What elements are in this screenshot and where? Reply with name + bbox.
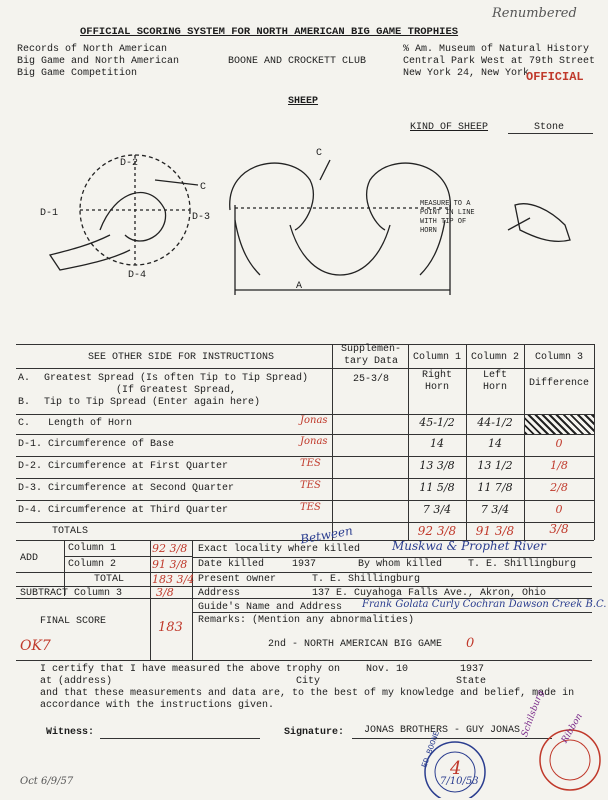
signature-label: Signature: (284, 727, 345, 738)
row-col2-value: 14 (488, 437, 502, 450)
calc-total-label: TOTAL (94, 574, 125, 585)
col1-subheader: Right Horn (421, 370, 452, 393)
guide-value: Frank Golata Curly Cochran Dawson Creek B.C. (362, 599, 607, 610)
row-a-label: Greatest Spread (Is often Tip to Tip Spread) (44, 373, 309, 384)
final-score-label: FINAL SCORE (40, 616, 107, 627)
diagram-label-c2: C (316, 148, 323, 159)
stamp-text: ED BOONE (420, 729, 442, 770)
col3-subheader: Difference (528, 378, 589, 389)
remarks-label: Remarks: (Mention any abnormalities) (198, 615, 415, 626)
row-label: Circumference at First Quarter (48, 461, 229, 472)
certify-year: 1937 (460, 664, 485, 675)
row-col3-value: 2/8 (550, 481, 568, 494)
certify-line3: and that these measurements and data are, to the best of my knowledge and belief, made in (40, 688, 575, 699)
by-value: T. E. Shillingburg (468, 559, 577, 570)
section-title: SHEEP (288, 96, 319, 107)
calc-col1-label: Column 1 (68, 543, 117, 554)
signature-value: JONAS BROTHERS - GUY JONAS (364, 725, 521, 736)
form-title: OFFICIAL SCORING SYSTEM FOR NORTH AMERICAN BIG GAME TROPHIES (80, 26, 459, 38)
certify-city-label: City (296, 676, 321, 687)
club-name: BOONE AND CROCKETT CLUB (228, 56, 367, 67)
calc-col1-value: 92 3/8 (152, 542, 188, 555)
row-key: C. (18, 418, 31, 429)
row-label: Circumference at Second Quarter (48, 483, 235, 494)
date-value: 1937 (292, 559, 317, 570)
row-note: TES (300, 458, 321, 469)
row-b-key: B. (18, 397, 31, 408)
row-b-label: Tip to Tip Spread (Enter again here) (44, 397, 261, 408)
owner-value: T. E. Shillingburg (312, 574, 421, 585)
official-stamp: OFFICIAL (526, 70, 584, 84)
stamp-number: 4 (450, 758, 462, 779)
header-right-2: Central Park West at 79th Street (403, 56, 596, 67)
col3-header: Column 3 (534, 352, 583, 363)
certify-line1: I certify that I have measured the above trophy on (40, 664, 341, 675)
diagram-label-d1: D-1 (40, 208, 59, 219)
locality-label: Exact locality where killed (198, 544, 361, 555)
by-label: By whom killed (358, 559, 443, 570)
calc-subtract-value: 3/8 (156, 586, 174, 599)
row-col3-value: 0 (555, 503, 563, 516)
calc-col2-label: Column 2 (68, 559, 117, 570)
totals-col3: 3/8 (549, 522, 569, 536)
row-label: Circumference at Third Quarter (48, 505, 229, 516)
totals-col2: 91 3/8 (475, 524, 515, 538)
ok-mark: OK7 (20, 638, 51, 654)
date-label: Date killed (198, 559, 265, 570)
row-col2-value: 13 1/2 (477, 459, 513, 472)
diagram-label-d2: D-2 (120, 158, 139, 169)
row-key: D-1. (18, 439, 43, 450)
row-col2-value: 44-1/2 (477, 416, 513, 429)
corner-note: Renumbered (492, 6, 577, 21)
instructions-header: SEE OTHER SIDE FOR INSTRUCTIONS (88, 352, 275, 363)
totals-label: TOTALS (52, 526, 89, 537)
add-label: ADD (20, 553, 39, 564)
row-col1-value: 45-1/2 (419, 416, 455, 429)
purple-note: Schilsburg (520, 688, 547, 739)
row-col3-value: 1/8 (550, 459, 568, 472)
diagram-label-d3: D-3 (192, 212, 211, 223)
row-key: D-4. (18, 505, 43, 516)
row-col3-value: 0 (555, 437, 563, 450)
row-col1-value: 11 5/8 (419, 481, 455, 494)
row-key: D-3. (18, 483, 43, 494)
remarks-mark: 0 (466, 636, 475, 651)
diagram-label-c1: C (200, 182, 207, 193)
bottom-left-note: Oct 6/9/57 (20, 776, 74, 787)
diagram-label-a: A (296, 281, 303, 292)
diagram-label-d4: D-4 (128, 270, 147, 281)
measure-note: MEASURE TO A POINT IN LINE WITH TIP OF HORN (420, 200, 475, 235)
kind-label: KIND OF SHEEP (410, 122, 489, 133)
stamp-date: 7/10/53 (440, 776, 479, 787)
col2-header: Column 2 (470, 352, 519, 363)
col1-header: Column 1 (412, 352, 461, 363)
kind-value: Stone (534, 122, 565, 133)
owner-label: Present owner (198, 574, 277, 585)
header-right-1: % Am. Museum of Natural History (403, 44, 590, 55)
address-label: Address (198, 588, 241, 599)
row-label: Length of Horn (48, 418, 133, 429)
row-col1-value: 13 3/8 (419, 459, 455, 472)
supplementary-header: Supplemen- tary Data (340, 344, 401, 367)
row-key: D-2. (18, 461, 43, 472)
row-a-key: A. (18, 373, 31, 384)
sheep-diagram (30, 140, 590, 340)
remarks-value: 2nd - NORTH AMERICAN BIG GAME (268, 639, 443, 650)
certify-state-label: State (456, 676, 487, 687)
address-value: 137 E. Cuyahoga Falls Ave., Akron, Ohio (312, 588, 547, 599)
row-label: Circumference of Base (48, 439, 175, 450)
header-left-2: Big Game and North American (17, 56, 180, 67)
certify-line4: accordance with the instructions given. (40, 700, 275, 711)
header-left-3: Big Game Competition (17, 68, 138, 79)
row-col1-value: 7 3/4 (422, 503, 452, 516)
row-note: TES (300, 480, 321, 491)
row-col1-value: 14 (430, 437, 444, 450)
guide-label: Guide's Name and Address (198, 602, 343, 613)
row-col2-value: 11 7/8 (477, 481, 513, 494)
col2-subheader: Left Horn (482, 370, 507, 393)
row-note: TES (300, 502, 321, 513)
totals-col1: 92 3/8 (417, 524, 457, 538)
header-right-3: New York 24, New York (403, 68, 530, 79)
row-note: Jonas (300, 436, 328, 447)
row-b-sub: (If Greatest Spread, (116, 385, 237, 396)
row-note: Jonas (300, 415, 328, 426)
witness-label: Witness: (46, 727, 95, 738)
calc-col2-value: 91 3/8 (152, 558, 188, 571)
calc-subtract-label: SUBTRACT Column 3 (20, 588, 123, 599)
header-left-1: Records of North American (17, 44, 168, 55)
totals-note: Between (299, 523, 354, 547)
purple-note-2: Ribbon (560, 711, 585, 745)
certify-date: Nov. 10 (366, 664, 409, 675)
calc-total-value: 183 3/4 (152, 573, 195, 586)
hatched-cell (525, 415, 594, 434)
row-col2-value: 7 3/4 (480, 503, 510, 516)
certify-address-label: at (address) (40, 676, 113, 687)
locality-value: Muskwa & Prophet River (392, 539, 546, 553)
supp-value: 25-3/8 (352, 374, 389, 385)
final-score-value: 183 (158, 620, 183, 635)
